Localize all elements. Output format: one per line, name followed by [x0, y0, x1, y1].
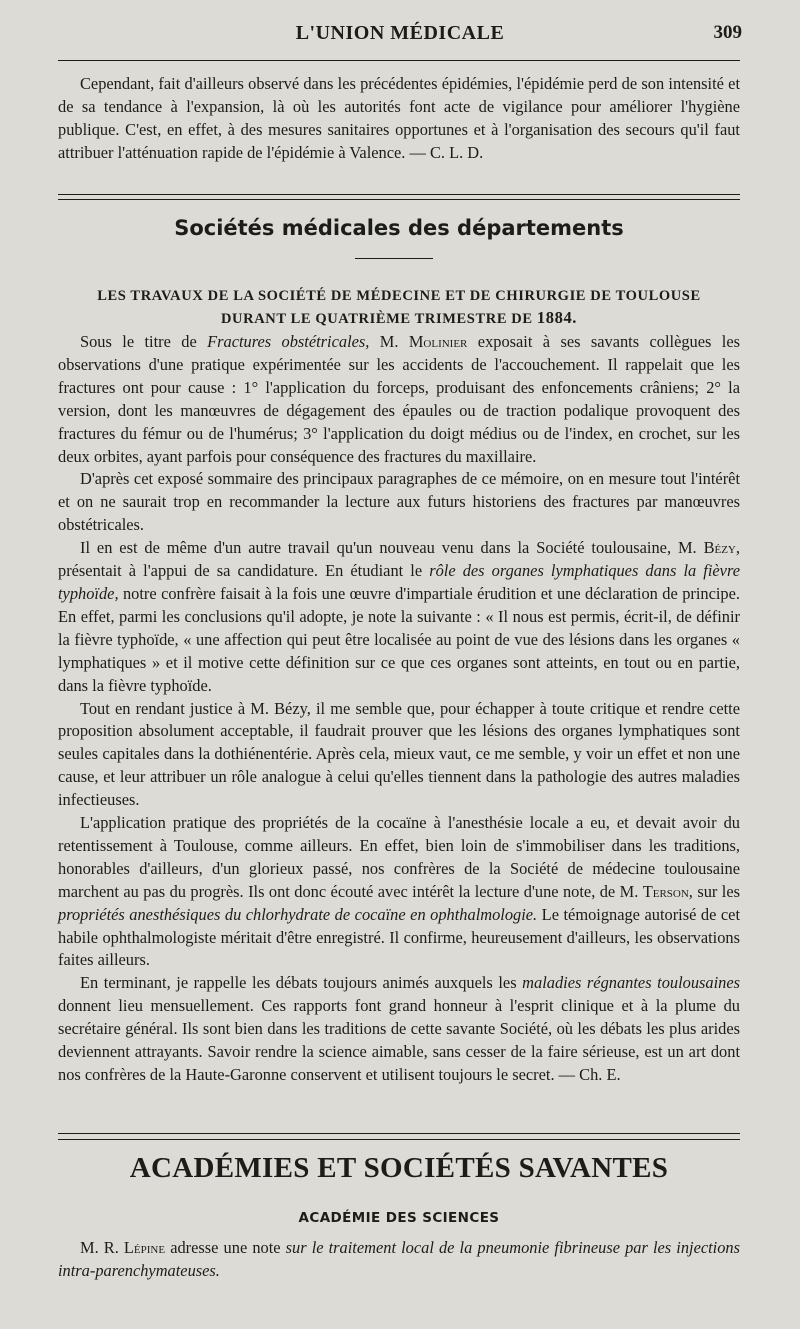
- p3-title: rôle des organes lymphatiques dans la fièvre typhoïde,: [58, 561, 740, 603]
- paragraph-4: Tout en rendant justice à M. Bézy, il me semble que, pour échapper à toute critique et rendre cette proposition absolument acceptable, il faudrait prouver que les lésions des organes lymphatiques sont seules capitales dans la dothiénentérie. Après cela, mieux vaut, ce me semble, y voir un effet et non une cause, et leur attribuer un rôle analogue à celui qu'elles tiennent dans la pathologie des autres maladies infectieuses.: [58, 698, 740, 810]
- paragraph-1: [58, 331, 740, 468]
- entry-title: sur le traitement local de la pneumonie fibrineuse par les injections intra-parenchymateuses.: [58, 1238, 740, 1280]
- subtitle-line-1: LES TRAVAUX DE LA SOCIÉTÉ DE MÉDECINE ET DE CHIRURGIE DE TOULOUSE: [97, 288, 701, 304]
- p5-c: , sur les: [688, 881, 740, 901]
- article-body: [58, 331, 740, 1087]
- academy-entry-block: [58, 1237, 740, 1283]
- p5-a: L'application pratique des propriétés de la cocaïne à l'anesthésie locale a eu, et devait avoir du retentissement à Toulouse, comme ailleurs. En effet, bien loin de s'immobiliser dans les traditions, honorables d'ailleurs, d'un glorieux passé, nos confrères de la Société de médecine toulousaine marchent au pas du progrès. Ils ont donc écouté avec intérêt la lecture d'une note, de M.: [58, 813, 740, 901]
- section-rule-top: [58, 194, 740, 195]
- subtitle-line-2: [58, 307, 740, 330]
- p5-title: propriétés anesthésiques du chlorhydrate de cocaïne en ophthalmologie.: [58, 904, 538, 924]
- section-rule-bottom: [58, 199, 740, 200]
- p6-a: En terminant, je rappelle les débats toujours animés auxquels les: [80, 973, 523, 993]
- header-rule: [58, 60, 740, 61]
- academy-name: ACADÉMIE DES SCIENCES: [298, 1210, 500, 1226]
- subtitle-line-2-text: DURANT LE QUATRIÈME TRIMESTRE DE: [220, 311, 533, 327]
- p1-e: exposait à ses savants collègues les observations d'une pratique expérimentée sur les accidents de l'accouchement. Il rappelait que les fractures ont pour cause : 1° l'application du forceps, produisant des enfoncements crâniens; 2° la version, dont les manœuvres de dégagement des épaules ou de traction podalique provoquent des fractures du fémur ou de l'humérus; 3° l'application du doigt médius ou de l'index, en crochet, sur les deux orbites, ayant parfois pour conséquence des fractures du maxillaire.: [58, 332, 740, 466]
- entry-c: adresse une note: [165, 1238, 286, 1257]
- paragraph-6: [58, 972, 740, 1087]
- academy-entry: [58, 1237, 740, 1283]
- subtitle-year: 1884.: [536, 308, 578, 327]
- title-underline: [355, 258, 433, 259]
- entry-author: Lépine: [123, 1238, 166, 1257]
- p3-c: , présentait à l'appui de sa candidature. En étudiant le: [58, 538, 740, 581]
- academies-rule-bottom: [58, 1139, 740, 1140]
- p3-a: Il en est de même d'un autre travail qu'un nouveau venu dans la Société toulousaine, M.: [80, 538, 704, 558]
- intro-block: [58, 73, 740, 165]
- p1-title: Fractures obstétricales,: [207, 332, 370, 351]
- p3-author: Bézy: [703, 538, 736, 558]
- p3-e: notre confrère faisait à la fois une œuvre d'impartiale érudition et une déclaration de principe. En effet, parmi les conclusions qu'il adopte, je note la suivante : « Il nous est permis, écrit-il, de définir la fièvre typhoïde, « une affection qui peut être localisée au point de vue des lésions dans les organes « lymphatiques » et il motive cette définition sur ce que ces organes sont atteints, en tout ou en partie, dans la fièvre typhoïde.: [58, 583, 740, 695]
- p5-e: Le témoignage autorisé de cet habile ophthalmologiste méritait d'être enregistré. Il confirme, heureusement d'ailleurs, les observations faites ailleurs.: [58, 904, 740, 970]
- paragraph-5: [58, 812, 740, 972]
- p1-c: M.: [369, 332, 409, 351]
- page-header: [58, 22, 742, 56]
- p6-title: maladies régnantes toulousaines: [522, 973, 741, 993]
- p1-author: Molinier: [408, 332, 468, 351]
- page-number: 309: [713, 22, 742, 43]
- section-subtitle: [58, 285, 740, 330]
- section-title: Sociétés médicales des départements: [174, 216, 624, 240]
- p6-c: donnent lieu mensuellement. Ces rapports font grand honneur à l'esprit clinique et à la plume du secrétaire général. Ils sont bien dans les traditions de cette savante Société, où les débats les plus arides deviennent attrayants. Savoir rendre la science aimable, sans cesser de la faire sérieuse, est un art dont nos confrères de la Haute-Garonne conservent et utilisent toujours le secret. — Ch. E.: [58, 996, 740, 1084]
- academies-rule-top: [58, 1133, 740, 1134]
- academies-title: ACADÉMIES ET SOCIÉTÉS SAVANTES: [129, 1152, 669, 1184]
- paragraph-3: [58, 537, 740, 697]
- running-title: L'UNION MÉDICALE: [295, 22, 505, 44]
- paragraph-2: D'après cet exposé sommaire des principaux paragraphes de ce mémoire, on en mesure tout l'intérêt et on ne saurait trop en recommander la lecture aux futurs historiens des fractures par manœuvres obstétricales.: [58, 469, 740, 535]
- intro-paragraph: Cependant, fait d'ailleurs observé dans les précédentes épidémies, l'épidémie perd de son intensité et de sa tendance à l'expansion, là où les autorités font acte de vigilance pour améliorer l'hygiène publique. C'est, en effet, à des mesures sanitaires opportunes et à l'organisation des secours qu'il faut attribuer l'atténuation rapide de l'épidémie à Valence. — C. L. D.: [58, 74, 740, 162]
- p5-author: Terson: [642, 881, 689, 901]
- p1-a: Sous le titre de: [80, 332, 208, 351]
- entry-a: M. R.: [80, 1238, 124, 1257]
